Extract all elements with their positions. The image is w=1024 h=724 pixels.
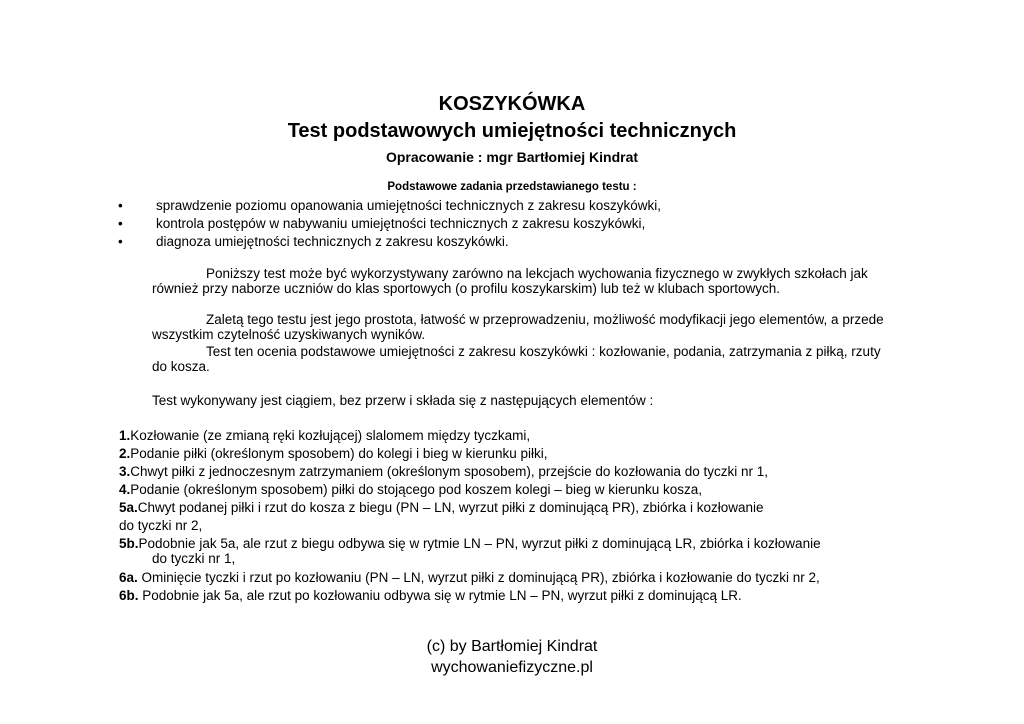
test-elements-list <box>119 427 899 605</box>
test-element-number: 1. <box>119 428 131 443</box>
tasks-list <box>118 197 661 251</box>
test-element-item <box>119 535 899 553</box>
paragraph-advantages <box>152 313 897 342</box>
list-item-text: kontrola postępów w nabywaniu umiejętności technicznych z zakresu koszykówki, <box>156 216 646 231</box>
test-element-continuation: do tyczki nr 1, <box>152 551 236 566</box>
test-element-number: 2. <box>119 446 131 461</box>
list-item-text: sprawdzenie poziomu opanowania umiejętności technicznych z zakresu koszykówki, <box>156 198 661 213</box>
test-element-text: Ominięcie tyczki i rzut po kozłowaniu (PN – LN, wyrzut piłki z dominującą PR), zbiórka i kozłowanie do tyczki nr 2, <box>137 570 820 585</box>
test-element-number: 6b. <box>119 588 139 603</box>
list-item <box>118 197 661 215</box>
test-element-number: 3. <box>119 464 131 479</box>
test-element-item <box>119 481 899 499</box>
test-element-number: 5a. <box>119 500 138 515</box>
paragraph-scope <box>152 345 897 374</box>
list-item-text: diagnoza umiejętności technicznych z zakresu koszykówki. <box>156 234 509 249</box>
paragraph-advantages-text: Zaletą tego testu jest jego prostota, łatwość w przeprowadzeniu, możliwość modyfikacji jego elementów, a przede wszystkim czytelność uzyskiwanych wyników. <box>152 312 884 342</box>
test-element-text: Podobnie jak 5a, ale rzut po kozłowaniu odbywa się w rytmie LN – PN, wyrzut piłki z dominującą LR. <box>138 588 742 603</box>
document-title: KOSZYKÓWKA <box>438 93 586 115</box>
test-element-text: Chwyt podanej piłki i rzut do kosza z biegu (PN – LN, wyrzut piłki z dominującą PR), zbiórka i kozłowanie <box>137 500 764 515</box>
bullet-icon: • <box>118 234 123 249</box>
test-element-item <box>119 445 899 463</box>
test-element-item <box>119 499 899 517</box>
paragraph-elements-intro: Test wykonywany jest ciągiem, bez przerw i składa się z następujących elementów : <box>152 393 654 408</box>
paragraph-usage <box>152 267 897 296</box>
test-element-text: Podanie (określonym sposobem) piłki do stojącego pod koszem kolegi – bieg w kierunku kosza, <box>130 482 703 497</box>
test-element-text: Podanie piłki (określonym sposobem) do kolegi i bieg w kierunku piłki, <box>130 446 548 461</box>
test-element-item <box>119 587 899 605</box>
test-element-text: Kozłowanie (ze zmianą ręki kozłującej) slalomem między tyczkami, <box>130 428 531 443</box>
bullet-icon: • <box>118 198 123 213</box>
footer-website: wychowaniefizyczne.pl <box>431 659 593 676</box>
paragraph-usage-text: Poniższy test może być wykorzystywany zarówno na lekcjach wychowania fizycznego w zwykłych szkołach jak również przy naborze uczniów do klas sportowych (o profilu koszykarskim) lub też w klubach sportowych. <box>152 266 868 296</box>
test-element-number: 6a. <box>119 570 138 585</box>
bullet-icon: • <box>118 216 123 231</box>
test-element-item <box>119 463 899 481</box>
test-element-item <box>119 427 899 445</box>
list-item <box>118 215 661 233</box>
footer-copyright: (c) by Bartłomiej Kindrat <box>426 638 598 655</box>
test-element-text: Chwyt piłki z jednoczesnym zatrzymaniem (określonym sposobem), przejście do kozłowania do tyczki nr 1, <box>130 464 769 479</box>
document-author: Opracowanie : mgr Bartłomiej Kindrat <box>385 149 639 165</box>
list-item <box>118 233 661 251</box>
document-subtitle: Test podstawowych umiejętności technicznych <box>287 120 737 142</box>
test-element-number: 5b. <box>119 536 139 551</box>
test-element-text: Podobnie jak 5a, ale rzut z biegu odbywa się w rytmie LN – PN, wyrzut piłki z dominującą LR, zbiórka i kozłowanie <box>138 536 821 551</box>
tasks-heading: Podstawowe zadania przedstawianego testu : <box>387 181 637 193</box>
paragraph-scope-text: Test ten ocenia podstawowe umiejętności z zakresu koszykówki : kozłowanie, podania, zatrzymania z piłką, rzuty do kosza. <box>152 344 881 374</box>
test-element-number: 4. <box>119 482 131 497</box>
test-element-item <box>119 569 899 587</box>
test-element-continuation: do tyczki nr 2, <box>119 518 203 533</box>
